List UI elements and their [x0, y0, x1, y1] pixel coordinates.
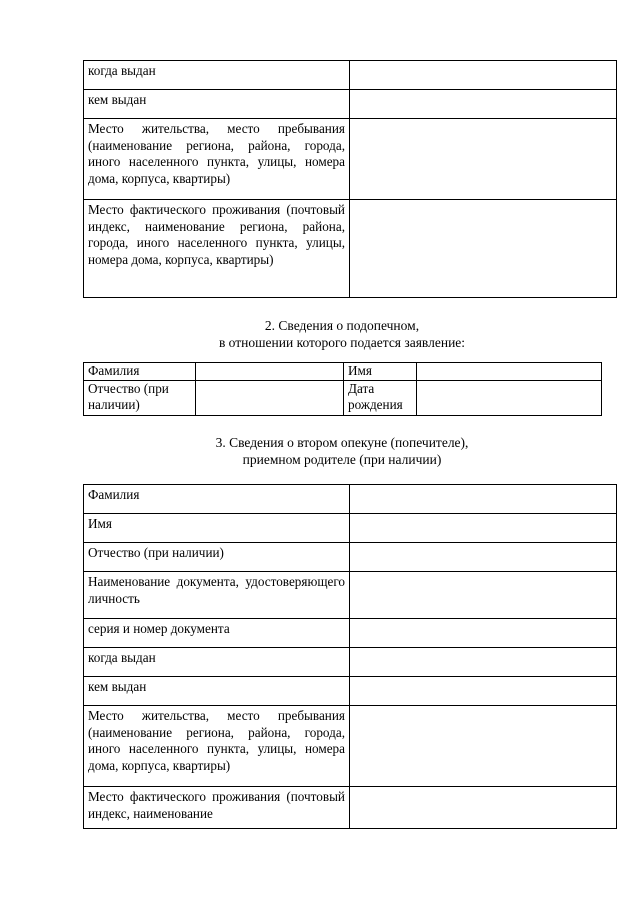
field-value-name[interactable]	[350, 514, 617, 543]
table-row	[84, 200, 617, 298]
table-row	[84, 514, 617, 543]
field-label-actual-residence: Место фактического проживания (почтовый индекс, наименование	[84, 787, 350, 829]
field-label-issued-by: кем выдан	[84, 90, 350, 119]
table-row	[84, 119, 617, 200]
field-label-patronymic: Отчество (при наличии)	[84, 543, 350, 572]
table-row	[84, 485, 617, 514]
first-guardian-table	[83, 60, 617, 298]
table-row	[84, 619, 617, 648]
field-value-surname[interactable]	[350, 485, 617, 514]
table-row	[84, 706, 617, 787]
field-label-surname: Фамилия	[84, 485, 350, 514]
field-value-patronymic[interactable]	[350, 543, 617, 572]
field-label-id-document: Наименование документа, удостоверяющего личность	[84, 572, 350, 619]
field-value-issued-by[interactable]	[350, 90, 617, 119]
field-value-issue-date[interactable]	[350, 648, 617, 677]
field-label-issue-date: когда выдан	[84, 648, 350, 677]
ward-patronymic-label: Отчество (при наличии)	[84, 380, 196, 415]
field-value-actual-residence[interactable]	[350, 787, 617, 829]
field-label-residence: Место жительства, место пребывания (наименование региона, района, города, иного населенного пункта, улицы, номера дома, корпуса, квартиры)	[84, 706, 350, 787]
ward-table	[83, 362, 602, 416]
field-value-doc-number[interactable]	[350, 619, 617, 648]
field-value-issued-by[interactable]	[350, 677, 617, 706]
ward-surname-value[interactable]	[196, 363, 344, 381]
field-value-actual-residence[interactable]	[350, 200, 617, 298]
field-label-actual-residence: Место фактического проживания (почтовый индекс, наименование региона, района, города, иного населенного пункта, улицы, номера дома, корпуса, квартиры)	[84, 200, 350, 298]
table-row	[84, 61, 617, 90]
table-row	[84, 572, 617, 619]
second-guardian-table	[83, 484, 617, 829]
table-row	[84, 363, 602, 381]
field-label-residence: Место жительства, место пребывания (наименование региона, района, города, иного населенного пункта, улицы, номера дома, корпуса, квартиры)	[84, 119, 350, 200]
section-3-heading-line1: 3. Сведения о втором опекуне (попечителе),	[215, 435, 469, 450]
table-row	[84, 380, 602, 415]
table-row	[84, 543, 617, 572]
section-2-heading-line2: в отношении которого подается заявление:	[218, 335, 466, 350]
ward-birthdate-label: Дата рождения	[344, 380, 417, 415]
section-3-heading	[83, 434, 601, 468]
ward-name-value[interactable]	[417, 363, 602, 381]
section-2-heading-line1: 2. Сведения о подопечном,	[264, 318, 420, 333]
table-row	[84, 648, 617, 677]
field-label-doc-number: серия и номер документа	[84, 619, 350, 648]
section-3-heading-line2: приемном родителе (при наличии)	[242, 452, 442, 467]
ward-patronymic-value[interactable]	[196, 380, 344, 415]
field-value-residence[interactable]	[350, 706, 617, 787]
field-label-issue-date: когда выдан	[84, 61, 350, 90]
field-label-name: Имя	[84, 514, 350, 543]
field-value-id-document[interactable]	[350, 572, 617, 619]
section-2-heading	[83, 317, 601, 351]
ward-name-label: Имя	[344, 363, 417, 381]
field-value-issue-date[interactable]	[350, 61, 617, 90]
field-value-residence[interactable]	[350, 119, 617, 200]
ward-surname-label: Фамилия	[84, 363, 196, 381]
table-row	[84, 787, 617, 829]
table-row	[84, 90, 617, 119]
table-row	[84, 677, 617, 706]
field-label-issued-by: кем выдан	[84, 677, 350, 706]
ward-birthdate-value[interactable]	[417, 380, 602, 415]
